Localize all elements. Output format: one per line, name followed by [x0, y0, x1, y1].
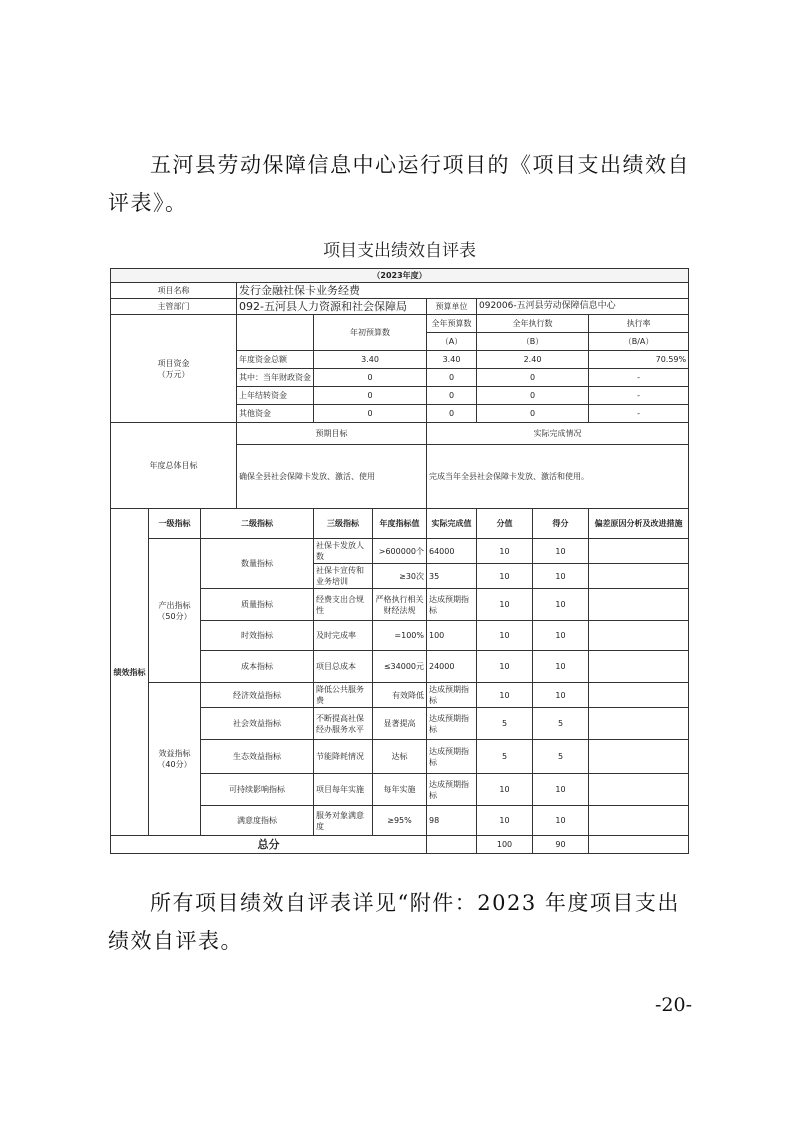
funds-executed: 2.40 [477, 351, 589, 369]
benefit-actual: 达成预期指标 [427, 774, 477, 806]
executed-code: （B） [477, 333, 589, 351]
expected-goal-header: 预期目标 [237, 423, 427, 445]
level3-header: 三级指标 [314, 509, 373, 539]
benefit-target: 每年实施 [373, 774, 427, 806]
output-target: 严格执行相关财经法规 [373, 589, 427, 621]
benefit-got: 5 [533, 708, 589, 740]
output-l3: 社保卡宣传和业务培训 [314, 564, 373, 589]
table-title: 项目支出绩效自评表 [323, 240, 477, 261]
output-got: 10 [533, 589, 589, 621]
goal-label: 年度总体目标 [111, 423, 237, 509]
total-label: 总分 [111, 836, 427, 854]
benefit-score: 5 [477, 708, 533, 740]
benefit-actual: 98 [427, 806, 477, 836]
benefit-reason [589, 740, 689, 774]
benefit-score: 5 [477, 740, 533, 774]
funds-row-label: 上年结转资金 [237, 387, 314, 405]
dept-value: 092-五河县人力资源和社会保障局 [237, 299, 427, 315]
output-got: 10 [533, 564, 589, 589]
funds-executed: 0 [477, 405, 589, 423]
benefit-score: 10 [477, 774, 533, 806]
funds-blank [237, 315, 314, 351]
target-header: 年度指标值 [373, 509, 427, 539]
total-score: 100 [477, 836, 533, 854]
benefit-got: 10 [533, 683, 589, 708]
performance-table [110, 234, 689, 854]
benefit-l2: 可持续影响指标 [201, 774, 314, 806]
output-target: ≤34000元 [373, 651, 427, 683]
level2-header: 二级指标 [201, 509, 314, 539]
funds-rate: - [589, 369, 689, 387]
output-got: 10 [533, 651, 589, 683]
output-l2: 成本指标 [201, 651, 314, 683]
initial-header: 年初预算数 [314, 315, 427, 351]
benefit-reason [589, 806, 689, 836]
output-reason [589, 589, 689, 621]
funds-initial: 0 [314, 369, 427, 387]
total-blank [427, 836, 477, 854]
benefit-l2: 社会效益指标 [201, 708, 314, 740]
dept-label: 主管部门 [111, 299, 237, 315]
funds-rate: 70.59% [589, 351, 689, 369]
output-l3: 及时完成率 [314, 621, 373, 651]
rate-header: 执行率 [589, 315, 689, 333]
output-target: =100% [373, 621, 427, 651]
funds-row-label: 其他资金 [237, 405, 314, 423]
funds-full-year: 3.40 [427, 351, 477, 369]
actual-goal-header: 实际完成情况 [427, 423, 689, 445]
benefit-reason [589, 774, 689, 806]
output-label: 产出指标 （50分） [149, 539, 201, 683]
benefit-got: 5 [533, 740, 589, 774]
output-score: 10 [477, 651, 533, 683]
funds-initial: 3.40 [314, 351, 427, 369]
benefit-l3: 服务对象满意度 [314, 806, 373, 836]
output-target: >600000个 [373, 539, 427, 564]
output-score: 10 [477, 621, 533, 651]
perf-label: 绩效指标 [111, 509, 149, 836]
funds-full-year: 0 [427, 369, 477, 387]
budget-unit-value: 092006-五河县劳动保障信息中心 [477, 299, 689, 315]
output-score: 10 [477, 539, 533, 564]
reason-header: 偏差原因分析及改进措施 [589, 509, 689, 539]
benefit-got: 10 [533, 806, 589, 836]
benefit-l3: 降低公共服务费 [314, 683, 373, 708]
funds-executed: 0 [477, 387, 589, 405]
output-reason [589, 621, 689, 651]
benefit-l3: 项目每年实施 [314, 774, 373, 806]
benefit-l2: 生态效益指标 [201, 740, 314, 774]
benefit-got: 10 [533, 774, 589, 806]
benefit-actual: 达成预期指标 [427, 683, 477, 708]
output-reason [589, 564, 689, 589]
benefit-target: 显著提高 [373, 708, 427, 740]
output-score: 10 [477, 564, 533, 589]
benefit-reason [589, 683, 689, 708]
funds-rate: - [589, 405, 689, 423]
benefit-actual: 达成预期指标 [427, 708, 477, 740]
score-header: 分值 [477, 509, 533, 539]
full-year-code: （A） [427, 333, 477, 351]
benefit-label: 效益指标 （40分） [149, 683, 201, 836]
budget-unit-label: 预算单位 [427, 299, 477, 315]
output-l3: 社保卡发放人数 [314, 539, 373, 564]
funds-full-year: 0 [427, 405, 477, 423]
table-row [111, 683, 689, 708]
output-actual: 100 [427, 621, 477, 651]
output-actual: 35 [427, 564, 477, 589]
page-number: -20- [654, 994, 692, 1016]
benefit-reason [589, 708, 689, 740]
output-got: 10 [533, 539, 589, 564]
output-reason [589, 539, 689, 564]
expected-goal: 确保全县社会保障卡发放、激活、使用 [237, 445, 427, 509]
output-score: 10 [477, 589, 533, 621]
funds-full-year: 0 [427, 387, 477, 405]
output-l2: 时效指标 [201, 621, 314, 651]
rate-code: （B/A） [589, 333, 689, 351]
got-header: 得分 [533, 509, 589, 539]
benefit-l3: 节能降耗情况 [314, 740, 373, 774]
output-l2: 质量指标 [201, 589, 314, 621]
funds-label: 项目资金 （万元） [111, 315, 237, 423]
output-reason [589, 651, 689, 683]
table-row [111, 539, 689, 564]
output-actual: 64000 [427, 539, 477, 564]
output-target: ≥30次 [373, 564, 427, 589]
output-l2: 数量指标 [201, 539, 314, 589]
intro-paragraph: 五河县劳动保障信息中心运行项目的《项目支出绩效自评表》。 [108, 153, 690, 215]
funds-initial: 0 [314, 405, 427, 423]
output-actual: 达成预期指标 [427, 589, 477, 621]
benefit-target: ≥95% [373, 806, 427, 836]
executed-header: 全年执行数 [477, 315, 589, 333]
benefit-l3: 不断提高社保经办服务水平 [314, 708, 373, 740]
funds-row-label: 年度资金总额 [237, 351, 314, 369]
actual-goal: 完成当年全县社会保障卡发放、激活和使用。 [427, 445, 689, 509]
benefit-score: 10 [477, 806, 533, 836]
project-name: 发行金融社保卡业务经费 [237, 283, 689, 299]
level1-header: 一级指标 [149, 509, 201, 539]
benefit-l2: 经济效益指标 [201, 683, 314, 708]
benefit-actual: 达成预期指标 [427, 740, 477, 774]
output-actual: 24000 [427, 651, 477, 683]
project-name-label: 项目名称 [111, 283, 237, 299]
output-l3: 项目总成本 [314, 651, 373, 683]
benefit-target: 达标 [373, 740, 427, 774]
total-got: 90 [533, 836, 589, 854]
funds-executed: 0 [477, 369, 589, 387]
output-got: 10 [533, 621, 589, 651]
output-l3: 经费支出合规性 [314, 589, 373, 621]
table-year: （2023年度） [111, 269, 689, 283]
benefit-target: 有效降低 [373, 683, 427, 708]
closing-paragraph: 所有项目绩效自评表详见“附件：2023 年度项目支出绩效自评表。 [108, 891, 680, 953]
funds-initial: 0 [314, 387, 427, 405]
funds-row-label: 其中：当年财政资金 [237, 369, 314, 387]
funds-rate: - [589, 387, 689, 405]
full-year-header: 全年预算数 [427, 315, 477, 333]
benefit-l2: 满意度指标 [201, 806, 314, 836]
benefit-score: 10 [477, 683, 533, 708]
total-reason [589, 836, 689, 854]
actual-header: 实际完成值 [427, 509, 477, 539]
